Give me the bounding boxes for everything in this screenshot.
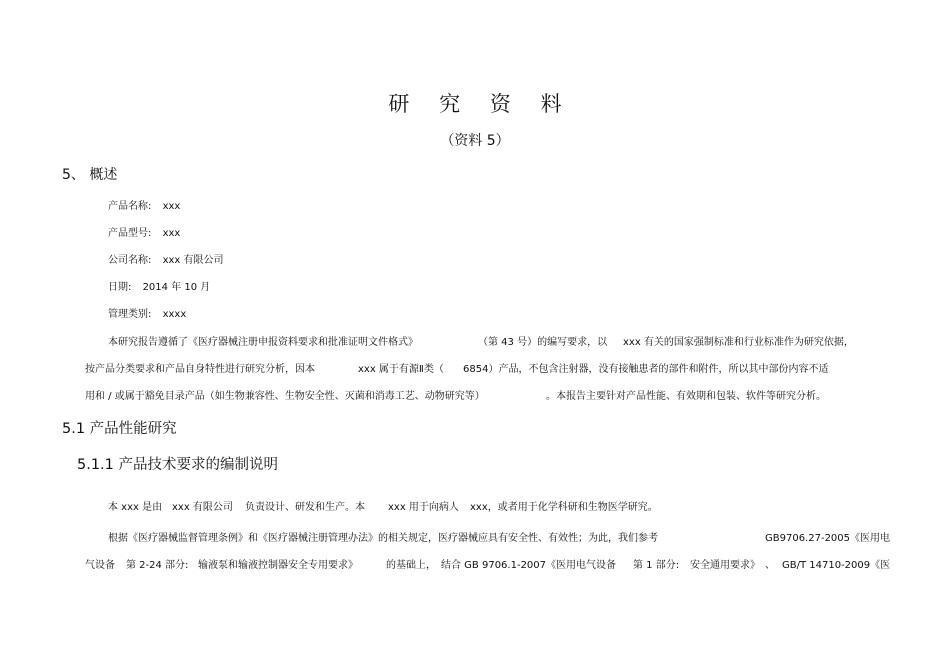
paragraph-line: GB9706.27-2005《医用电: [765, 533, 891, 544]
meta-item: [108, 197, 180, 212]
paragraph-line: xxx 有关的国家强制标准和行业标准作为研究依据，: [623, 337, 854, 348]
paragraph-line: 6854）产品，不包含注射器，没有接触患者的部件和附件，所以其中部份内容不适: [463, 364, 829, 375]
paragraph-segment: 负责设计、研发和生产。本: [245, 502, 365, 513]
paragraph-segment: xxx 有限公司: [172, 502, 233, 513]
paragraph-line: 用和 / 或属于豁免目录产品（如生物兼容性、生物安全性、灭菌和消毒工艺、动物研究等）: [85, 391, 485, 402]
paragraph-segment: 结合 GB 9706.1-2007《医用电气设备: [441, 560, 617, 571]
paragraph-line: 本研究报告遵循了《医疗器械注册申报资料要求和批准证明文件格式》: [108, 337, 418, 348]
paragraph-segment: 输液泵和输液控制器安全专用要求》: [198, 560, 358, 571]
section-heading-overview: 5、 概述: [62, 167, 118, 183]
meta-label: 产品名称:: [108, 201, 152, 212]
meta-value: xxx 有限公司: [162, 255, 224, 266]
meta-item: [108, 224, 180, 239]
meta-value: xxx: [162, 228, 181, 239]
paragraph-segment: xxx 用于向病人: [388, 502, 459, 513]
paragraph-segment: 第 1 部分:: [633, 560, 680, 571]
meta-label: 公司名称:: [108, 255, 152, 266]
section-heading-5-1: 5.1 产品性能研究: [62, 421, 177, 437]
paragraph-segment: 第 2-24 部分:: [126, 560, 189, 571]
paragraph-line: （第 43 号）的编写要求，以: [478, 337, 608, 348]
paragraph-segment: GB/T 14710-2009《医: [782, 560, 891, 571]
paragraph-segment: xxx，或者用于化学科研和生物医学研究。: [470, 502, 658, 513]
paragraph-segment: 、: [765, 560, 775, 571]
meta-value: xxx: [162, 201, 181, 212]
meta-item: [108, 278, 210, 293]
paragraph-segment: 安全通用要求》: [690, 560, 760, 571]
section-heading-5-1-1: 5.1.1 产品技术要求的编制说明: [77, 457, 279, 473]
document-title: 研 究 资 料: [388, 92, 574, 116]
paragraph-line: xxx 属于有源Ⅱ类（: [358, 364, 444, 375]
meta-item: [108, 251, 224, 266]
meta-value: xxxx: [162, 309, 187, 320]
meta-label: 产品型号:: [108, 228, 152, 239]
meta-item: [108, 305, 186, 320]
meta-value: 2014 年 10 月: [142, 282, 211, 293]
paragraph-segment: 本 xxx 是由: [108, 502, 163, 513]
meta-label: 日期:: [108, 282, 132, 293]
paragraph-line: 。本报告主要针对产品性能、有效期和包装、软件等研究分析。: [546, 391, 826, 402]
paragraph-line: 按产品分类要求和产品自身特性进行研究分析，因本: [85, 364, 315, 375]
document-subtitle: （资料 5）: [440, 133, 510, 149]
paragraph-segment: 的基础上，: [386, 560, 436, 571]
paragraph-segment: 气设备: [85, 560, 115, 571]
meta-label: 管理类别:: [108, 309, 152, 320]
paragraph-line: 根据《医疗器械监督管理条例》和《医疗器械注册管理办法》的相关规定，医疗器械应具有安全性、有效性；为此，我们参考: [108, 533, 658, 544]
